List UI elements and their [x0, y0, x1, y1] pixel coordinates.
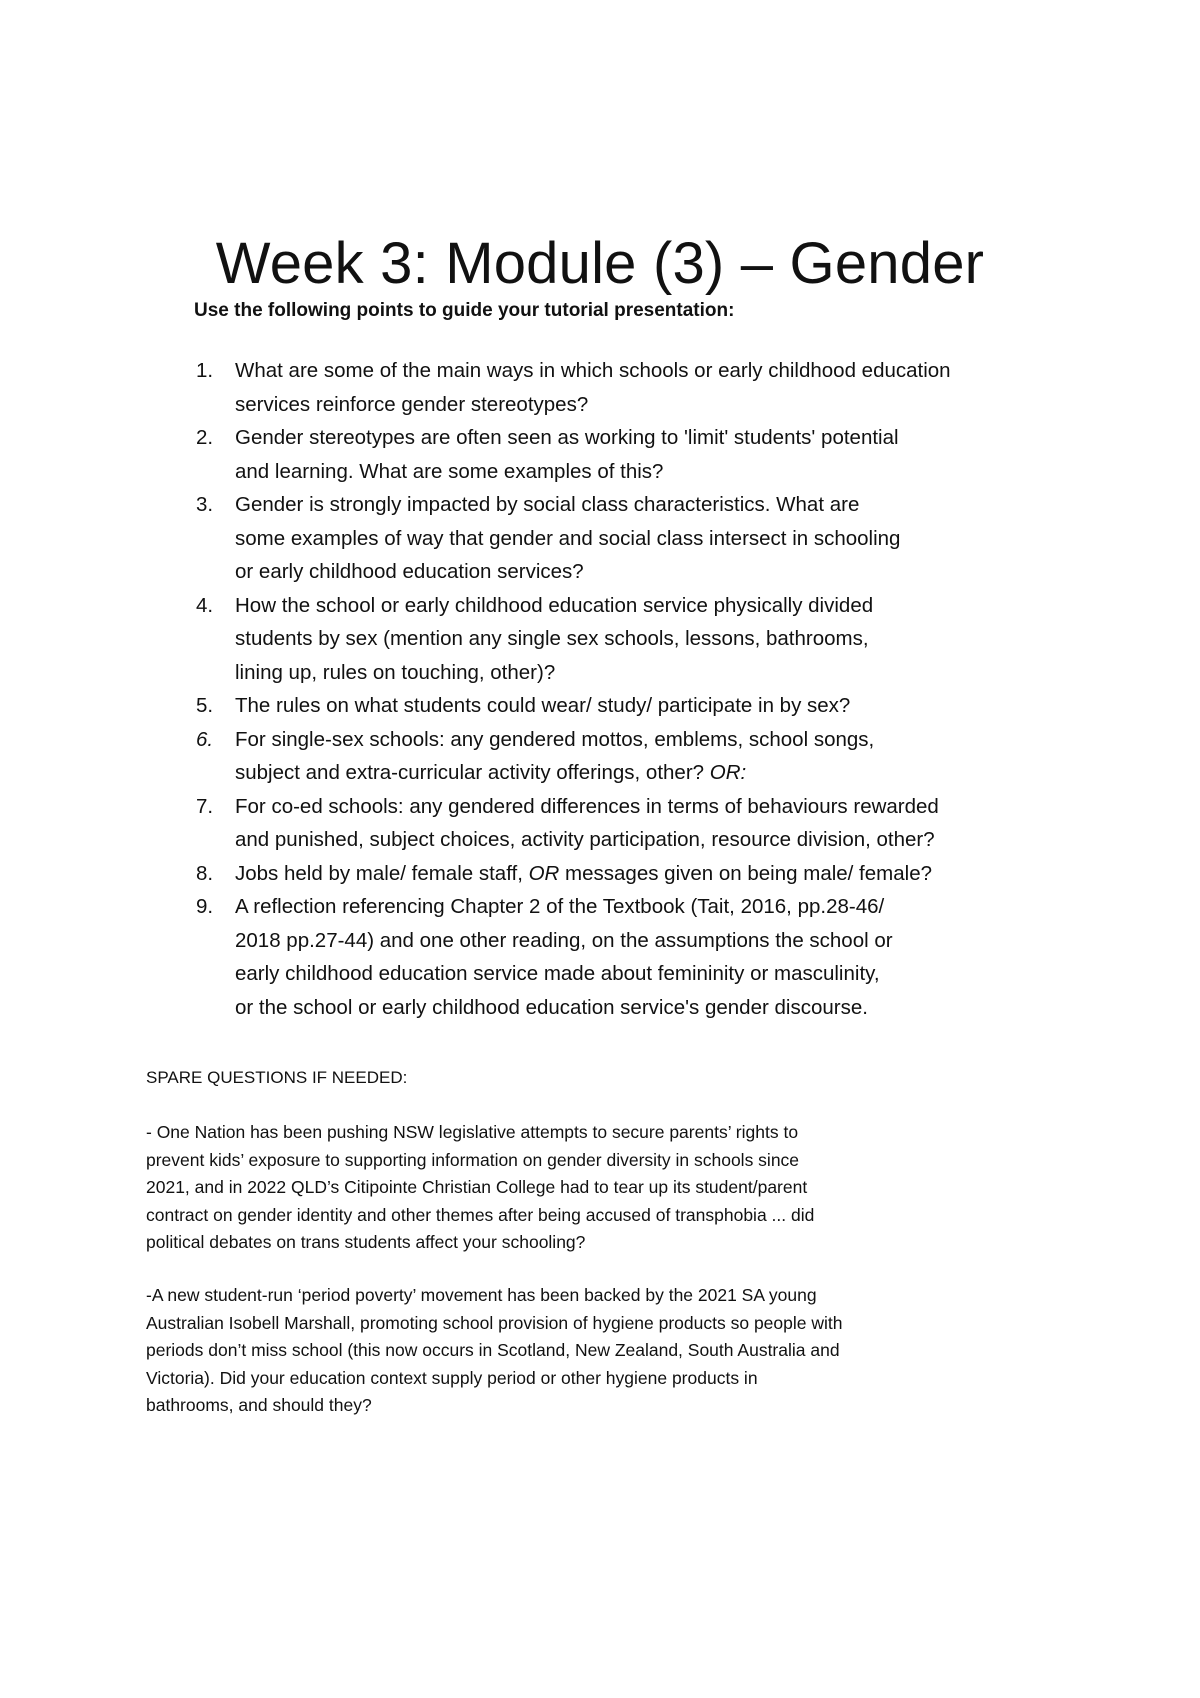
presentation-instructions: Use the following points to guide your tutorial presentation:	[194, 300, 735, 321]
tutorial-question-7	[196, 790, 1056, 857]
spare-question-one-nation: - One Nation has been pushing NSW legislative attempts to secure parents’ rights to prevent kids’ exposure to supporting information on gender diversity in schools since 2021, and in 2022 QLD’s Citipointe Christian College had to tear up its student/parent contract on gender identity and other themes after being accused of transphobia ... did political debates on trans students affect your schooling?	[146, 1122, 815, 1253]
question-number: 6.	[196, 727, 214, 751]
tutorial-question-4	[196, 589, 1056, 690]
italic-or-marker: OR:	[709, 761, 747, 784]
question-number: 4.	[196, 593, 214, 617]
question-text: For co-ed schools: any gendered differences in terms of behaviours rewarded and punished, subject choices, activity participation, resource division, other?	[235, 794, 939, 851]
spare-questions-heading: SPARE QUESTIONS IF NEEDED:	[146, 1068, 408, 1087]
question-text: How the school or early childhood education service physically divided students by sex (mention any single sex schools, lessons, bathrooms, lining up, rules on touching, other)?	[235, 593, 874, 684]
question-number: 5.	[196, 694, 214, 717]
question-number: 3.	[196, 493, 214, 516]
question-text	[235, 857, 1056, 891]
tutorial-question-2	[196, 421, 1056, 488]
question-text-main: For single-sex schools: any gendered mottos, emblems, school songs, subject and extra-curricular activity offerings, other?	[235, 727, 875, 784]
tutorial-question-3	[196, 488, 1056, 589]
question-text: What are some of the main ways in which schools or early childhood education services reinforce gender stereotypes?	[235, 359, 951, 416]
question-number: 2.	[196, 426, 214, 449]
question-text: The rules on what students could wear/ study/ participate in by sex?	[235, 694, 851, 717]
tutorial-question-1	[196, 354, 1056, 421]
question-number: 8.	[196, 861, 214, 885]
question-text: Gender stereotypes are often seen as working to 'limit' students' potential and learning. What are some examples of this?	[235, 426, 899, 483]
question-text-tail: messages given on being male/ female?	[559, 861, 932, 885]
question-number: 1.	[196, 359, 214, 382]
question-text	[235, 723, 1056, 790]
italic-or-marker: OR	[528, 861, 560, 885]
tutorial-question-9	[196, 890, 1056, 1024]
document-title: Week 3: Module (3) – Gender	[215, 230, 985, 296]
spare-question-period-poverty: -A new student-run ‘period poverty’ movement has been backed by the 2021 SA young Australian Isobell Marshall, promoting school provision of hygiene products so people with periods don’t miss school (this now occurs in Scotland, New Zealand, South Australia and Victoria). Did your education context supply period or other hygiene products in bathrooms, and should they?	[146, 1285, 843, 1416]
question-number: 7.	[196, 794, 214, 818]
tutorial-question-list	[196, 354, 1056, 1024]
tutorial-question-8	[196, 857, 1056, 891]
question-text: A reflection referencing Chapter 2 of the Textbook (Tait, 2016, pp.28-46/ 2018 pp.27-44) and one other reading, on the assumptions the school or early childhood education service made about femininity or masculinity, or the school or early childhood education service's gender discourse.	[235, 895, 893, 1019]
question-text: Gender is strongly impacted by social class characteristics. What are some examples of way that gender and social class intersect in schooling or early childhood education services?	[235, 493, 901, 583]
question-text-main: Jobs held by male/ female staff,	[235, 861, 529, 885]
question-number: 9.	[196, 895, 214, 918]
tutorial-question-6	[196, 723, 1056, 790]
tutorial-question-5	[196, 689, 1056, 723]
